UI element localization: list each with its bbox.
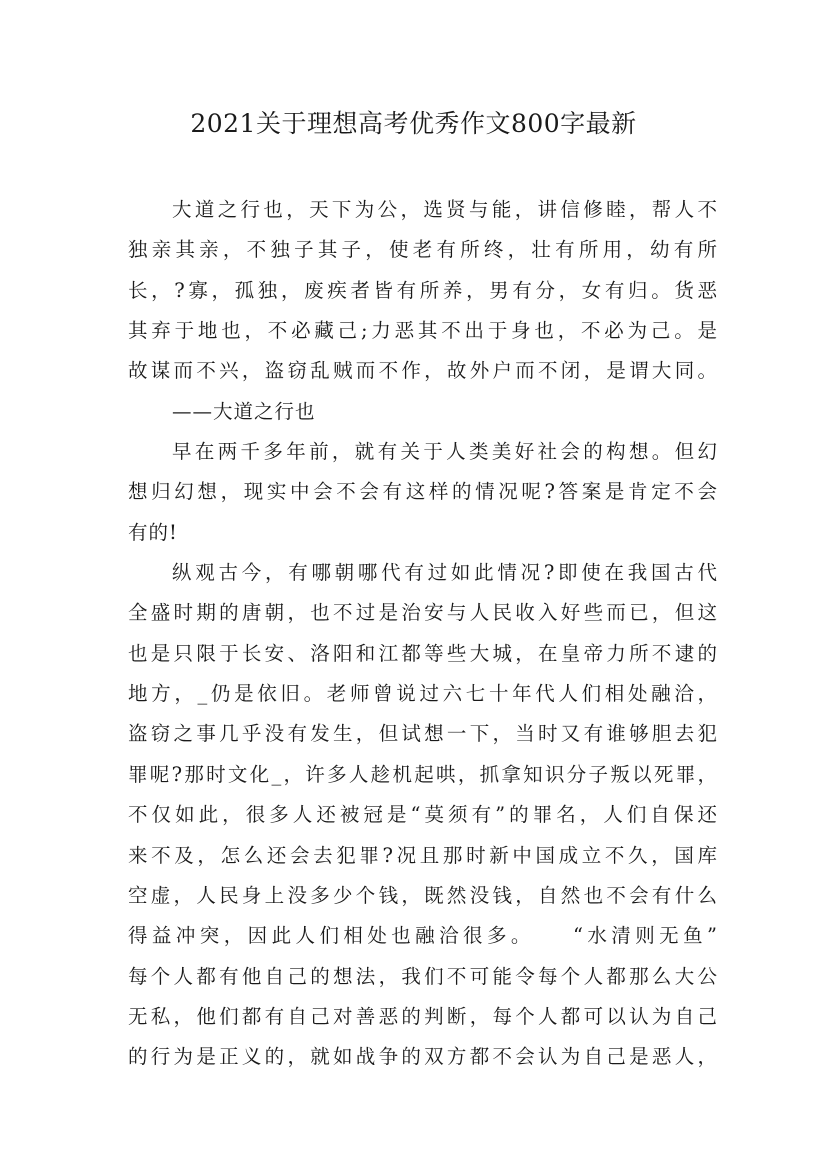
text-line: 每个人都有他自己的想法，我们不可能令每个人都那么大公 — [128, 964, 718, 988]
quote-attribution: ——大道之行也 — [172, 399, 316, 423]
text-line: 全盛时期的唐朝，也不过是治安与人民收入好些而已，但这 — [128, 601, 718, 625]
text-line: 空虚，人民身上没多少个钱，既然没钱，自然也不会有什么 — [128, 883, 718, 907]
text-line: 故谋而不兴，盗窃乱贼而不作，故外户而不闭，是谓大同。 — [128, 359, 718, 383]
text-line: 长，?寡，孤独，废疾者皆有所养，男有分，女有归。货恶 — [128, 278, 718, 302]
text-line: 不仅如此，很多人还被冠是“莫须有”的罪名，人们自保还 — [128, 803, 718, 827]
text-line: 纵观古今，有哪朝哪代有过如此情况?即使在我国古代 — [172, 561, 718, 585]
text-line: 有的! — [128, 520, 178, 544]
document-title: 2021关于理想高考优秀作文800字最新 — [190, 109, 637, 138]
text-line: 也是只限于长安、洛阳和江都等些大城，在皇帝力所不逮的 — [128, 641, 718, 665]
text-line: 来不及，怎么还会去犯罪?况且那时新中国成立不久，国库 — [128, 843, 718, 867]
text-line: 独亲其亲，不独子其子，使老有所终，壮有所用，幼有所 — [128, 238, 718, 262]
document-body — [128, 190, 718, 1078]
text-line: 罪呢?那时文化_，许多人趁机起哄，抓拿知识分子叛以死罪， — [128, 762, 718, 786]
text-line: 的行为是正义的，就如战争的双方都不会认为自己是恶人， — [128, 1045, 718, 1069]
text-line: 想归幻想，现实中会不会有这样的情况呢?答案是肯定不会 — [128, 480, 718, 504]
text-line: 盗窃之事几乎没有发生，但试想一下，当时又有谁够胆去犯 — [128, 722, 718, 746]
text-line: 无私，他们都有自己对善恶的判断，每个人都可以认为自己 — [128, 1004, 718, 1028]
text-line: 早在两千多年前，就有关于人类美好社会的构想。但幻 — [172, 440, 718, 464]
text-line: 得益冲突，因此人们相处也融洽很多。 “水清则无鱼” — [128, 924, 718, 948]
text-line: 地方，_仍是依旧。老师曾说过六七十年代人们相处融洽， — [128, 682, 718, 706]
text-line: 其弃于地也，不必藏己;力恶其不出于身也，不必为己。是 — [128, 319, 718, 343]
text-line: 大道之行也，天下为公，选贤与能，讲信修睦，帮人不 — [172, 198, 718, 221]
